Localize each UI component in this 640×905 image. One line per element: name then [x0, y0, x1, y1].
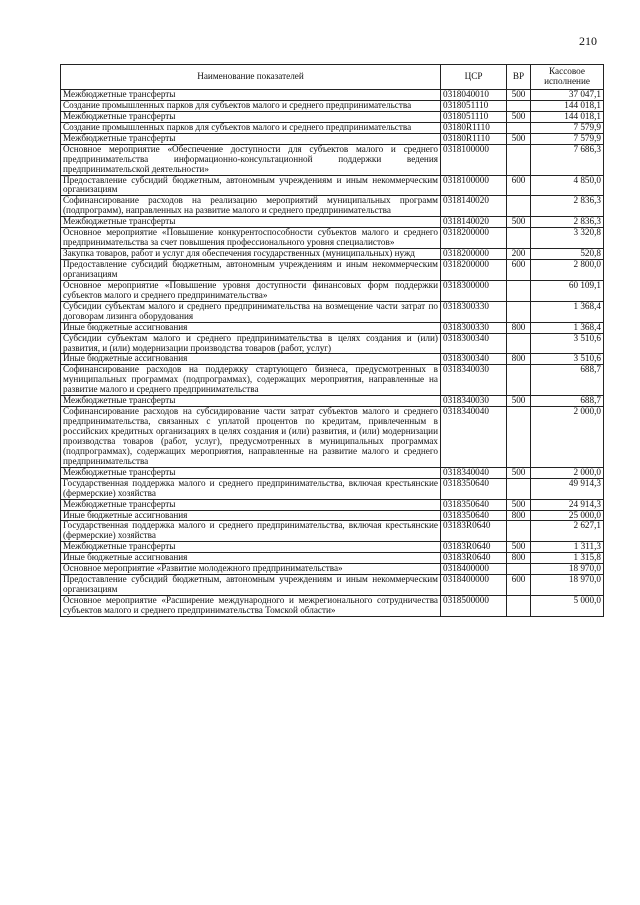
row-name: Иные бюджетные ассигнования — [61, 553, 441, 564]
table-row — [61, 133, 604, 144]
row-vr-code — [507, 100, 531, 111]
row-name: Софинансирование расходов на реализацию мероприятий муниципальных программ (подпрограмм), направленных на развитие малого и среднего предпринимательства — [61, 196, 441, 217]
table-row — [61, 249, 604, 260]
row-name: Софинансирование расходов на субсидирование части затрат субъектов малого и среднего предпринимательства, связанных с уплатой процентов по кредитам, привлеченным в российских кредитных организациях в целях создания и (или) развития, и (или) модернизации производства товаров (работ, услуг), предусмотренных в муниципальных программах (подпрограммах), содержащих мероприятия, направленные на развитие малого и среднего предпринимательства — [61, 407, 441, 468]
row-csr-code: 0318140020 — [441, 217, 507, 228]
table-row — [61, 100, 604, 111]
row-name: Основное мероприятие «Обеспечение доступности для субъектов малого и среднего предпринимательства информационно-консультационной поддержки ведения предпринимательской деятельности» — [61, 144, 441, 175]
row-amount: 18 970,0 — [531, 564, 604, 575]
row-amount: 1 368,4 — [531, 322, 604, 333]
header-name: Наименование показателей — [61, 65, 441, 90]
table-row — [61, 228, 604, 249]
row-csr-code: 0318350640 — [441, 499, 507, 510]
row-name: Создание промышленных парков для субъектов малого и среднего предпринимательства — [61, 100, 441, 111]
table-body — [61, 90, 604, 617]
table-row — [61, 175, 604, 196]
row-vr-code: 500 — [507, 217, 531, 228]
row-name: Государственная поддержка малого и среднего предпринимательства, включая крестьянские (фермерские) хозяйства — [61, 521, 441, 542]
row-csr-code: 03183R0640 — [441, 542, 507, 553]
row-vr-code: 800 — [507, 510, 531, 521]
row-csr-code: 0318140020 — [441, 196, 507, 217]
table-row — [61, 564, 604, 575]
row-vr-code: 500 — [507, 396, 531, 407]
row-csr-code: 0318400000 — [441, 564, 507, 575]
table-row — [61, 333, 604, 354]
row-vr-code — [507, 301, 531, 322]
row-amount: 3 320,8 — [531, 228, 604, 249]
row-amount: 1 311,3 — [531, 542, 604, 553]
row-csr-code: 0318200000 — [441, 249, 507, 260]
row-amount: 7 686,3 — [531, 144, 604, 175]
row-name: Предоставление субсидий бюджетным, автономным учреждениям и иным некоммерческим организациям — [61, 260, 441, 281]
row-vr-code: 500 — [507, 542, 531, 553]
row-amount: 520,8 — [531, 249, 604, 260]
row-vr-code: 200 — [507, 249, 531, 260]
row-csr-code: 0318200000 — [441, 260, 507, 281]
table-row — [61, 322, 604, 333]
row-amount: 5 000,0 — [531, 596, 604, 617]
row-csr-code: 0318300330 — [441, 301, 507, 322]
row-amount: 1 368,4 — [531, 301, 604, 322]
row-name: Межбюджетные трансферты — [61, 90, 441, 101]
row-name: Предоставление субсидий бюджетным, автономным учреждениям и иным некоммерческим организациям — [61, 175, 441, 196]
row-name: Государственная поддержка малого и среднего предпринимательства, включая крестьянские (фермерские) хозяйства — [61, 478, 441, 499]
row-name: Предоставление субсидий бюджетным, автономным учреждениям и иным некоммерческим организациям — [61, 575, 441, 596]
table-row — [61, 396, 604, 407]
row-amount: 144 018,1 — [531, 111, 604, 122]
row-amount: 2 800,0 — [531, 260, 604, 281]
row-vr-code — [507, 280, 531, 301]
row-amount: 3 510,6 — [531, 333, 604, 354]
row-vr-code — [507, 196, 531, 217]
row-name: Создание промышленных парков для субъектов малого и среднего предпринимательства — [61, 122, 441, 133]
row-vr-code: 500 — [507, 111, 531, 122]
row-vr-code — [507, 365, 531, 396]
row-csr-code: 0318300330 — [441, 322, 507, 333]
row-amount: 49 914,3 — [531, 478, 604, 499]
row-csr-code: 0318100000 — [441, 175, 507, 196]
row-csr-code: 0318400000 — [441, 575, 507, 596]
row-csr-code: 0318300340 — [441, 354, 507, 365]
row-amount: 688,7 — [531, 365, 604, 396]
row-csr-code: 0318100000 — [441, 144, 507, 175]
row-amount: 2 836,3 — [531, 217, 604, 228]
row-csr-code: 0318350640 — [441, 510, 507, 521]
row-name: Межбюджетные трансферты — [61, 499, 441, 510]
row-name: Межбюджетные трансферты — [61, 396, 441, 407]
row-name: Иные бюджетные ассигнования — [61, 354, 441, 365]
row-csr-code: 0318340030 — [441, 365, 507, 396]
row-vr-code — [507, 521, 531, 542]
budget-table — [60, 64, 604, 617]
row-vr-code — [507, 333, 531, 354]
table-row — [61, 354, 604, 365]
row-name: Межбюджетные трансферты — [61, 467, 441, 478]
row-amount: 1 315,8 — [531, 553, 604, 564]
table-row — [61, 407, 604, 468]
row-vr-code: 800 — [507, 553, 531, 564]
row-csr-code: 03180R1110 — [441, 133, 507, 144]
table-row — [61, 111, 604, 122]
row-vr-code: 800 — [507, 322, 531, 333]
row-csr-code: 0318340030 — [441, 396, 507, 407]
table-row — [61, 521, 604, 542]
table-row — [61, 196, 604, 217]
table-row — [61, 499, 604, 510]
row-name: Межбюджетные трансферты — [61, 542, 441, 553]
row-amount: 3 510,6 — [531, 354, 604, 365]
table-row — [61, 575, 604, 596]
row-name: Межбюджетные трансферты — [61, 111, 441, 122]
row-vr-code — [507, 596, 531, 617]
table-row — [61, 478, 604, 499]
table-row — [61, 280, 604, 301]
row-csr-code: 03183R0640 — [441, 553, 507, 564]
row-amount: 688,7 — [531, 396, 604, 407]
row-vr-code: 500 — [507, 90, 531, 101]
row-csr-code: 0318300340 — [441, 333, 507, 354]
table-row — [61, 467, 604, 478]
header-csr: ЦСР — [441, 65, 507, 90]
row-amount: 2 000,0 — [531, 467, 604, 478]
row-csr-code: 03183R0640 — [441, 521, 507, 542]
row-csr-code: 0318200000 — [441, 228, 507, 249]
row-name: Закупка товаров, работ и услуг для обеспечения государственных (муниципальных) нужд — [61, 249, 441, 260]
row-vr-code: 600 — [507, 175, 531, 196]
row-name: Иные бюджетные ассигнования — [61, 322, 441, 333]
table-row — [61, 301, 604, 322]
table-row — [61, 510, 604, 521]
row-csr-code: 0318350640 — [441, 478, 507, 499]
row-name: Основное мероприятие «Повышение уровня доступности финансовых форм поддержки субъектов малого и среднего предпринимательства» — [61, 280, 441, 301]
row-name: Основное мероприятие «Повышение конкурентоспособности субъектов малого и среднего предпринимательства за счет повышения профессионального уровня специалистов» — [61, 228, 441, 249]
row-vr-code — [507, 228, 531, 249]
row-amount: 144 018,1 — [531, 100, 604, 111]
table-row — [61, 217, 604, 228]
row-vr-code: 600 — [507, 260, 531, 281]
row-vr-code — [507, 407, 531, 468]
row-csr-code: 03180R1110 — [441, 122, 507, 133]
row-vr-code: 500 — [507, 133, 531, 144]
table-row — [61, 144, 604, 175]
page-number: 210 — [579, 34, 597, 48]
table-row — [61, 365, 604, 396]
row-name: Основное мероприятие «Развитие молодежного предпринимательства» — [61, 564, 441, 575]
row-csr-code: 0318051110 — [441, 111, 507, 122]
row-name: Иные бюджетные ассигнования — [61, 510, 441, 521]
row-amount: 7 579,9 — [531, 133, 604, 144]
table-row — [61, 122, 604, 133]
row-csr-code: 0318051110 — [441, 100, 507, 111]
row-amount: 2 836,3 — [531, 196, 604, 217]
row-amount: 25 000,0 — [531, 510, 604, 521]
row-vr-code: 600 — [507, 575, 531, 596]
table-row — [61, 553, 604, 564]
header-vr: ВР — [507, 65, 531, 90]
row-vr-code — [507, 122, 531, 133]
row-amount: 4 850,0 — [531, 175, 604, 196]
table-row — [61, 542, 604, 553]
row-csr-code: 0318340040 — [441, 407, 507, 468]
row-vr-code — [507, 564, 531, 575]
row-name: Субсидии субъектам малого и среднего предпринимательства в целях создания и (или) развития, и (или) модернизации производства товаров (работ, услуг) — [61, 333, 441, 354]
row-amount: 37 047,1 — [531, 90, 604, 101]
row-name: Субсидии субъектам малого и среднего предпринимательства на возмещение части затрат по договорам лизинга оборудования — [61, 301, 441, 322]
table-row — [61, 596, 604, 617]
row-amount: 2 627,1 — [531, 521, 604, 542]
row-vr-code — [507, 478, 531, 499]
row-amount: 24 914,3 — [531, 499, 604, 510]
row-amount: 18 970,0 — [531, 575, 604, 596]
row-amount: 2 000,0 — [531, 407, 604, 468]
header-amount: Кассовое исполнение — [531, 65, 604, 90]
row-csr-code: 0318040010 — [441, 90, 507, 101]
row-name: Межбюджетные трансферты — [61, 217, 441, 228]
row-vr-code: 500 — [507, 499, 531, 510]
row-name: Основное мероприятие «Расширение международного и межрегионального сотрудничества субъектов малого и среднего предпринимательства Томской области» — [61, 596, 441, 617]
row-name: Межбюджетные трансферты — [61, 133, 441, 144]
row-vr-code: 500 — [507, 467, 531, 478]
row-amount: 7 579,9 — [531, 122, 604, 133]
row-amount: 60 109,1 — [531, 280, 604, 301]
row-csr-code: 0318340040 — [441, 467, 507, 478]
row-name: Софинансирование расходов на поддержку стартующего бизнеса, предусмотренных в муниципальных программах (подпрограммах), содержащих мероприятия, направленные на развитие малого и среднего предпринимательства — [61, 365, 441, 396]
table-header-row — [61, 65, 604, 90]
table-row — [61, 90, 604, 101]
row-csr-code: 0318500000 — [441, 596, 507, 617]
row-vr-code — [507, 144, 531, 175]
table-row — [61, 260, 604, 281]
row-csr-code: 0318300000 — [441, 280, 507, 301]
row-vr-code: 800 — [507, 354, 531, 365]
